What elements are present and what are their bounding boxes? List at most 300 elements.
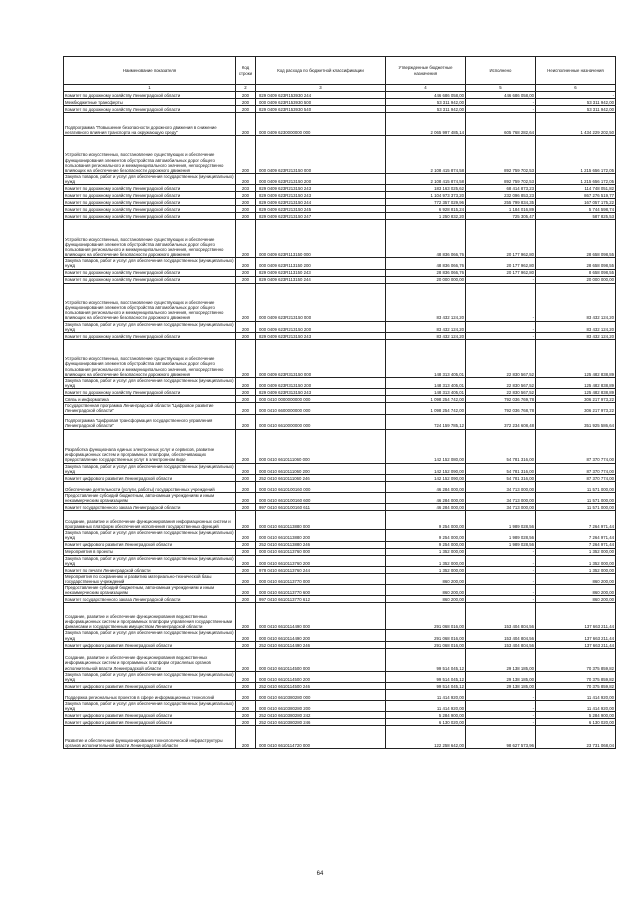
row-budget-code: 829 0409 623R153930 540: [256, 106, 386, 113]
row-approved: 1 098 254 742,00: [386, 396, 466, 403]
row-approved: 9 254 000,00: [386, 511, 466, 530]
table-row: [64, 213, 616, 220]
row-line-code: 200: [236, 321, 256, 332]
row-budget-code: 000 0409 623R113150 000: [256, 220, 386, 258]
row-name: Закупка товаров, работ и услуг для обеспечения государственных (муниципальных) нужд: [65, 321, 234, 332]
table-row: [64, 683, 616, 690]
row-line-code: 200: [236, 403, 256, 414]
row-line-code: 200: [236, 648, 256, 671]
row-remaining: 70 375 859,82: [536, 671, 616, 682]
row-executed: -: [466, 332, 536, 339]
row-name: Связь и информатика: [64, 396, 236, 403]
row-remaining: 1 215 656 172,05: [536, 136, 616, 174]
row-remaining: 7 264 971,44: [536, 511, 616, 530]
row-remaining: 125 482 838,89: [536, 377, 616, 388]
row-name: Поддержка региональных проектов в сфере информационных технологий: [64, 690, 236, 701]
row-line-code: 200: [236, 492, 256, 503]
row-approved: 860 200,00: [386, 596, 466, 603]
table-row: [64, 481, 616, 492]
row-budget-code: 000 0409 623R213150 200: [256, 174, 386, 185]
row-approved: 9 254 000,00: [386, 541, 466, 548]
row-budget-code: 000 0410 6610000000 000: [256, 414, 386, 429]
row-budget-code: 000 0409 623R113150 200: [256, 258, 386, 269]
row-name: Комитет цифрового развития Ленинградской области: [64, 541, 236, 548]
row-remaining: 70 375 859,82: [536, 648, 616, 671]
row-line-code: 200: [236, 258, 256, 269]
row-budget-code: 000 0410 0000000000 000: [256, 396, 386, 403]
row-remaining: 11 414 920,00: [536, 690, 616, 701]
table-row: [64, 106, 616, 113]
row-budget-code: 000 0410 6610100160 600: [256, 492, 386, 503]
row-name: Комитет по дорожному хозяйству Ленинградской области: [64, 206, 236, 213]
row-remaining: -: [536, 92, 616, 99]
row-line-code: 200: [236, 136, 256, 174]
row-approved: 99 514 045,12: [386, 683, 466, 690]
row-remaining: 137 663 211,44: [536, 641, 616, 648]
row-name: Комитет по дорожному хозяйству Ленинградской области: [64, 276, 236, 283]
header-line-code: Код строки: [236, 57, 256, 85]
row-approved: 99 514 045,12: [386, 671, 466, 682]
table-row: [64, 648, 616, 671]
row-name: Устройство искусственных, восстановление существующих и обеспечение функционирования элементов обустройства автомобильных дорог общего пользования регионального и межмуниципального значения, непосредственно влияющих на обеспечение безопасности дорожного движения: [64, 220, 236, 258]
row-remaining: 87 370 774,00: [536, 474, 616, 481]
table-row: [64, 548, 616, 555]
table-row: [64, 99, 616, 106]
row-executed: -: [466, 276, 536, 283]
row-line-code: 200: [236, 339, 256, 377]
row-executed: -: [466, 585, 536, 596]
row-budget-code: 000 0409 623R313150 000: [256, 339, 386, 377]
row-remaining: 28 658 098,55: [536, 258, 616, 269]
row-remaining: 53 311 942,00: [536, 99, 616, 106]
row-executed: 98 627 573,96: [466, 726, 536, 749]
row-line-code: 200: [236, 474, 256, 481]
row-budget-code: 000 0410 6610113760 000: [256, 548, 386, 555]
table-row: [64, 641, 616, 648]
row-budget-code: 252 0410 6610113880 246: [256, 541, 386, 548]
table-row: [64, 174, 616, 185]
row-approved: 291 068 016,00: [386, 603, 466, 630]
row-budget-code: 829 0409 623R213150 247: [256, 213, 386, 220]
row-line-code: 200: [236, 113, 256, 136]
row-executed: 1 989 028,56: [466, 530, 536, 541]
row-line-code: 200: [236, 541, 256, 548]
table-row: [64, 269, 616, 276]
row-name: Комитет по дорожному хозяйству Ленинградской области: [64, 92, 236, 99]
row-executed: 153 404 804,56: [466, 603, 536, 630]
row-executed: -: [466, 573, 536, 584]
row-name: Комитет по дорожному хозяйству Ленинградской области: [64, 213, 236, 220]
row-remaining: 587 825,53: [536, 213, 616, 220]
row-budget-code: 997 0410 6610100160 611: [256, 504, 386, 511]
row-line-code: 200: [236, 389, 256, 396]
row-line-code: 200: [236, 206, 256, 213]
row-name: Закупка товаров, работ и услуг для обеспечения государственных (муниципальных) нужд: [65, 377, 234, 389]
row-line-code: 200: [236, 585, 256, 596]
row-line-code: 200: [236, 220, 256, 258]
row-executed: 792 036 768,78: [466, 403, 536, 414]
row-remaining: 5 744 598,74: [536, 206, 616, 213]
row-budget-code: 000 0410 6610114490 200: [256, 630, 386, 641]
row-line-code: 200: [236, 481, 256, 492]
row-executed: 20 177 962,80: [466, 258, 536, 269]
row-name: Закупка товаров, работ и услуг для обеспечения государственных (муниципальных) нужд: [65, 258, 234, 269]
row-executed: -: [466, 548, 536, 555]
row-executed: -: [466, 321, 536, 332]
row-remaining: 7 264 971,44: [536, 530, 616, 541]
row-executed: -: [466, 99, 536, 106]
row-line-code: 200: [236, 174, 256, 185]
row-remaining: 11 571 000,00: [536, 492, 616, 503]
row-approved: 446 686 058,00: [386, 92, 466, 99]
row-approved: 772 357 029,96: [386, 199, 466, 206]
row-executed: 255 799 834,35: [466, 199, 536, 206]
row-approved: 142 152 090,00: [386, 474, 466, 481]
row-budget-code: 829 0409 623R213150 243: [256, 192, 386, 199]
row-approved: 9 254 000,00: [386, 530, 466, 541]
row-name: Комитет государственного заказа Ленинградской области: [64, 596, 236, 603]
row-remaining: 306 217 973,22: [536, 396, 616, 403]
table-body: [64, 92, 616, 749]
row-remaining: 83 432 124,20: [536, 321, 616, 332]
row-budget-code: 000 0410 6610114500 000: [256, 648, 386, 671]
table-row: [64, 530, 616, 541]
row-remaining: 20 000 000,00: [536, 276, 616, 283]
row-approved: 46 284 000,00: [386, 481, 466, 492]
row-executed: 34 713 000,00: [466, 504, 536, 511]
row-line-code: 200: [236, 504, 256, 511]
table-row: [64, 339, 616, 377]
row-line-code: 200: [236, 377, 256, 388]
row-approved: 2 065 997 485,14: [386, 113, 466, 136]
row-approved: 142 152 080,00: [386, 429, 466, 463]
row-executed: 22 830 567,52: [466, 377, 536, 388]
row-line-code: 200: [236, 630, 256, 641]
row-name: Комитет по дорожному хозяйству Ленинградской области: [64, 199, 236, 206]
row-executed: 1 989 028,56: [466, 511, 536, 530]
header-remaining: Неисполненные назначения: [536, 57, 616, 85]
table-row: [64, 377, 616, 388]
row-line-code: 200: [236, 192, 256, 199]
row-name: Создание, развитие и обеспечение функционирования ведомственных информационных систем и программных платформ отраслевых органов исполнительной власти Ленинградской области: [64, 648, 236, 671]
row-line-code: 200: [236, 719, 256, 726]
row-budget-code: 252 0410 6610380280 242: [256, 712, 386, 719]
row-budget-code: 829 0409 623R213150 245: [256, 206, 386, 213]
row-remaining: 1 215 656 172,05: [536, 174, 616, 185]
row-name: Межбюджетные трансферты: [64, 99, 236, 106]
row-approved: 46 284 000,00: [386, 492, 466, 503]
row-budget-code: 000 0409 623R213150 000: [256, 136, 386, 174]
table-row: [64, 92, 616, 99]
row-name: Комитет по дорожному хозяйству Ленинградской области: [64, 106, 236, 113]
table-row: [64, 389, 616, 396]
table-row: [64, 258, 616, 269]
row-executed: -: [466, 719, 536, 726]
row-name: Комитет государственного заказа Ленинградской области: [64, 504, 236, 511]
table-row: [64, 566, 616, 573]
column-number: 2: [236, 85, 256, 92]
row-name: Комитет цифрового развития Ленинградской области: [64, 712, 236, 719]
row-approved: 1 104 973 373,20: [386, 192, 466, 199]
row-executed: 792 036 769,78: [466, 396, 536, 403]
page-number: 64: [316, 871, 324, 877]
row-approved: 1 352 000,00: [386, 555, 466, 566]
row-budget-code: 252 0410 6610111060 246: [256, 474, 386, 481]
row-remaining: 351 925 586,64: [536, 414, 616, 429]
row-executed: -: [466, 106, 536, 113]
row-budget-code: 000 0410 6610111060 000: [256, 429, 386, 463]
row-line-code: 200: [236, 683, 256, 690]
row-line-code: 200: [236, 603, 256, 630]
row-budget-code: 000 0409 623R313150 200: [256, 377, 386, 388]
table-row: [64, 463, 616, 474]
row-approved: 48 836 066,76: [386, 220, 466, 258]
row-budget-code: 252 0410 6610380280 246: [256, 719, 386, 726]
table-row: [64, 596, 616, 603]
row-line-code: 200: [236, 199, 256, 206]
column-number: 3: [256, 85, 386, 92]
row-name: Закупка товаров, работ и услуг для обеспечения государственных (муниципальных) нужд: [65, 701, 234, 712]
row-executed: 232 096 853,23: [466, 192, 536, 199]
row-budget-code: 252 0410 6610114490 246: [256, 641, 386, 648]
table-row: [64, 276, 616, 283]
row-approved: 48 836 066,76: [386, 258, 466, 269]
row-approved: 53 311 942,00: [386, 106, 466, 113]
row-line-code: 200: [236, 701, 256, 712]
row-approved: 6 130 020,00: [386, 719, 466, 726]
row-budget-code: 000 0410 6610111060 200: [256, 463, 386, 474]
row-budget-code: 978 0410 6610113760 244: [256, 566, 386, 573]
row-remaining: 1 352 000,00: [536, 566, 616, 573]
row-approved: 724 159 785,12: [386, 414, 466, 429]
row-remaining: 11 571 000,00: [536, 481, 616, 492]
row-remaining: 114 748 051,82: [536, 185, 616, 192]
header-executed: Исполнено: [466, 57, 536, 85]
row-remaining: 87 370 774,00: [536, 429, 616, 463]
row-executed: -: [466, 690, 536, 701]
row-line-code: 200: [236, 671, 256, 682]
table-row: [64, 185, 616, 192]
row-line-code: 200: [236, 726, 256, 749]
row-executed: 54 781 316,00: [466, 463, 536, 474]
table-row: [64, 504, 616, 511]
row-remaining: 867 276 519,77: [536, 192, 616, 199]
row-approved: 860 200,00: [386, 573, 466, 584]
column-number-row: [64, 85, 616, 92]
row-budget-code: 829 0409 623R313150 243: [256, 389, 386, 396]
budget-execution-table: [63, 56, 616, 749]
table-row: [64, 283, 616, 321]
row-budget-code: 997 0410 6610113770 612: [256, 596, 386, 603]
table-row: [64, 220, 616, 258]
row-budget-code: 000 0410 6610113760 200: [256, 555, 386, 566]
row-line-code: 200: [236, 463, 256, 474]
row-approved: 2 108 415 874,58: [386, 136, 466, 174]
row-remaining: 11 414 920,00: [536, 701, 616, 712]
row-approved: 83 432 124,20: [386, 321, 466, 332]
row-line-code: 200: [236, 92, 256, 99]
table-row: [64, 192, 616, 199]
row-remaining: 23 731 068,04: [536, 726, 616, 749]
row-budget-code: 000 0410 6610380280 200: [256, 701, 386, 712]
table-row: [64, 136, 616, 174]
row-approved: 1 250 832,20: [386, 213, 466, 220]
header-indicator-name: Наименование показателя: [64, 57, 236, 85]
row-name: Устройство искусственных, восстановление существующих и обеспечение функционирования элементов обустройства автомобильных дорог общего пользования регионального и межмуниципального значения, непосредственно влияющих на обеспечение безопасности дорожного движения: [64, 283, 236, 321]
row-line-code: 200: [236, 283, 256, 321]
row-name: Закупка товаров, работ и услуг для обеспечения государственных (муниципальных) нужд: [65, 174, 234, 185]
row-budget-code: 000 0410 6610114500 200: [256, 671, 386, 682]
row-remaining: 1 352 000,00: [536, 555, 616, 566]
row-executed: 29 138 185,00: [466, 648, 536, 671]
row-approved: 122 258 642,00: [386, 726, 466, 749]
row-name: Комитет цифрового развития Ленинградской области: [64, 683, 236, 690]
row-line-code: 200: [236, 566, 256, 573]
row-name: Комитет по дорожному хозяйству Ленинградской области: [64, 192, 236, 199]
row-executed: 372 234 608,48: [466, 414, 536, 429]
row-name: Комитет по дорожному хозяйству Ленинградской области: [64, 269, 236, 276]
row-remaining: 125 482 838,89: [536, 339, 616, 377]
row-executed: 34 713 000,00: [466, 481, 536, 492]
row-remaining: 70 375 859,82: [536, 683, 616, 690]
table-row: [64, 630, 616, 641]
row-budget-code: 829 0409 623R213150 244: [256, 199, 386, 206]
row-executed: -: [466, 701, 536, 712]
row-name: Закупка товаров, работ и услуг для обеспечения государственных (муниципальных) нужд: [65, 630, 234, 641]
row-executed: 1 184 016,89: [466, 206, 536, 213]
table-row: [64, 414, 616, 429]
table-row: [64, 332, 616, 339]
row-approved: 11 414 920,00: [386, 701, 466, 712]
row-name: Комитет по печати Ленинградской области: [64, 566, 236, 573]
row-executed: 153 404 804,56: [466, 641, 536, 648]
table-row: [64, 719, 616, 726]
row-budget-code: 000 0410 6610114490 000: [256, 603, 386, 630]
row-line-code: 200: [236, 548, 256, 555]
row-name: Мероприятия в проекты: [64, 548, 236, 555]
row-name: Создание, развитие и обеспечение функционирования ведомственных информационных систем и программных платформ управления государственными финансами и государственным имуществом Ленинградской области: [64, 603, 236, 630]
table-row: [64, 712, 616, 719]
row-line-code: 200: [236, 332, 256, 339]
table-row: [64, 541, 616, 548]
row-remaining: 125 482 838,89: [536, 389, 616, 396]
row-executed: 446 686 058,00: [466, 92, 536, 99]
row-approved: 183 163 025,62: [386, 185, 466, 192]
row-executed: 29 138 185,00: [466, 671, 536, 682]
row-remaining: 860 200,00: [536, 573, 616, 584]
column-number: 6: [536, 85, 616, 92]
row-approved: 1 352 000,00: [386, 548, 466, 555]
row-name: Разработка функционала единых электронных услуг и сервисов, развитие информационных систем и программных платформ, обеспечивающих предоставление государственных услуг в электронном виде: [64, 429, 236, 463]
row-approved: 83 432 124,20: [386, 283, 466, 321]
table-row: [64, 690, 616, 701]
row-name: Развитие и обеспечение функционирования технологической инфраструктуры органов исполнительной власти Ленинградской области: [64, 726, 236, 749]
row-budget-code: 000 0409 623R213150 200: [256, 321, 386, 332]
row-executed: 29 138 185,00: [466, 683, 536, 690]
row-budget-code: 829 0409 623R213150 243: [256, 185, 386, 192]
row-name: Предоставление субсидий бюджетным, автономным учреждениям и иным некоммерческим организациям: [64, 585, 236, 596]
row-executed: 54 781 316,00: [466, 429, 536, 463]
row-executed: -: [466, 283, 536, 321]
row-executed: 1 989 028,56: [466, 541, 536, 548]
row-remaining: 53 311 942,00: [536, 106, 616, 113]
row-name: Комитет по дорожному хозяйству Ленинградской области: [64, 185, 236, 192]
row-line-code: 200: [236, 396, 256, 403]
table-row: [64, 474, 616, 481]
row-executed: -: [466, 555, 536, 566]
row-name: Устройство искусственных, восстановление существующих и обеспечение функционирования элементов обустройства автомобильных дорог общего пользования регионального и межмуниципального значения, непосредственно влияющих на обеспечение безопасности дорожного движения: [64, 136, 236, 174]
row-line-code: 200: [236, 596, 256, 603]
row-name: Комитет цифрового развития Ленинградской области: [64, 474, 236, 481]
row-executed: 22 830 567,52: [466, 389, 536, 396]
row-budget-code: 000 0410 6600000000 000: [256, 403, 386, 414]
table-row: [64, 603, 616, 630]
row-remaining: 167 057 175,22: [536, 199, 616, 206]
row-executed: 22 830 567,52: [466, 339, 536, 377]
row-line-code: 200: [236, 429, 256, 463]
table-row: [64, 113, 616, 136]
table-row: [64, 671, 616, 682]
row-executed: 892 759 702,53: [466, 136, 536, 174]
row-approved: 148 313 405,01: [386, 377, 466, 388]
table-row: [64, 403, 616, 414]
row-remaining: 7 264 971,44: [536, 541, 616, 548]
row-approved: 5 284 900,00: [386, 712, 466, 719]
row-budget-code: 000 0410 6610113770 600: [256, 585, 386, 596]
header-budget-code: Код расхода по бюджетной классификации: [256, 57, 386, 85]
row-name: Комитет по дорожному хозяйству Ленинградской области: [64, 332, 236, 339]
row-name: Предоставление субсидий бюджетным, автономным учреждениям и иным некоммерческим организациям: [64, 492, 236, 503]
header-approved: Утвержденные бюджетные назначения: [386, 57, 466, 85]
row-executed: 725 305,47: [466, 213, 536, 220]
row-name: Комитет цифрового развития Ленинградской области: [64, 641, 236, 648]
row-remaining: 5 284 900,00: [536, 712, 616, 719]
table-row: [64, 726, 616, 749]
row-remaining: 137 663 211,44: [536, 630, 616, 641]
table-header-row: [64, 57, 616, 85]
table-row: [64, 701, 616, 712]
row-approved: 11 414 920,00: [386, 690, 466, 701]
row-name: Подпрограмма "Цифровая трансформация государственного управления Ленинградской области": [64, 414, 236, 429]
row-line-code: 200: [236, 414, 256, 429]
row-executed: 153 404 804,56: [466, 630, 536, 641]
row-budget-code: 000 0409 623R153930 500: [256, 99, 386, 106]
table-row: [64, 206, 616, 213]
row-remaining: 6 130 020,00: [536, 719, 616, 726]
row-name: Закупка товаров, работ и услуг для обеспечения государственных (муниципальных) нужд: [65, 530, 234, 541]
row-line-code: 200: [236, 641, 256, 648]
row-approved: 291 068 016,00: [386, 641, 466, 648]
row-executed: 20 177 962,80: [466, 220, 536, 258]
row-budget-code: 000 0410 6610113880 000: [256, 511, 386, 530]
row-name: Мероприятия по сохранению и развитию материально-технической базы государственных учреждений: [64, 573, 236, 584]
column-number: 5: [466, 85, 536, 92]
row-approved: 83 432 124,20: [386, 332, 466, 339]
row-name: Закупка товаров, работ и услуг для обеспечения государственных (муниципальных) нужд: [65, 671, 234, 682]
table-row: [64, 511, 616, 530]
row-line-code: 200: [236, 555, 256, 566]
row-executed: -: [466, 596, 536, 603]
table-row: [64, 199, 616, 206]
table-row: [64, 492, 616, 503]
row-remaining: 83 432 124,20: [536, 283, 616, 321]
row-budget-code: 000 0409 623R213150 000: [256, 283, 386, 321]
row-line-code: 200: [236, 99, 256, 106]
row-budget-code: 000 0410 6610100160 000: [256, 481, 386, 492]
table-row: [64, 429, 616, 463]
column-number: 1: [64, 85, 236, 92]
row-approved: 148 313 405,01: [386, 389, 466, 396]
